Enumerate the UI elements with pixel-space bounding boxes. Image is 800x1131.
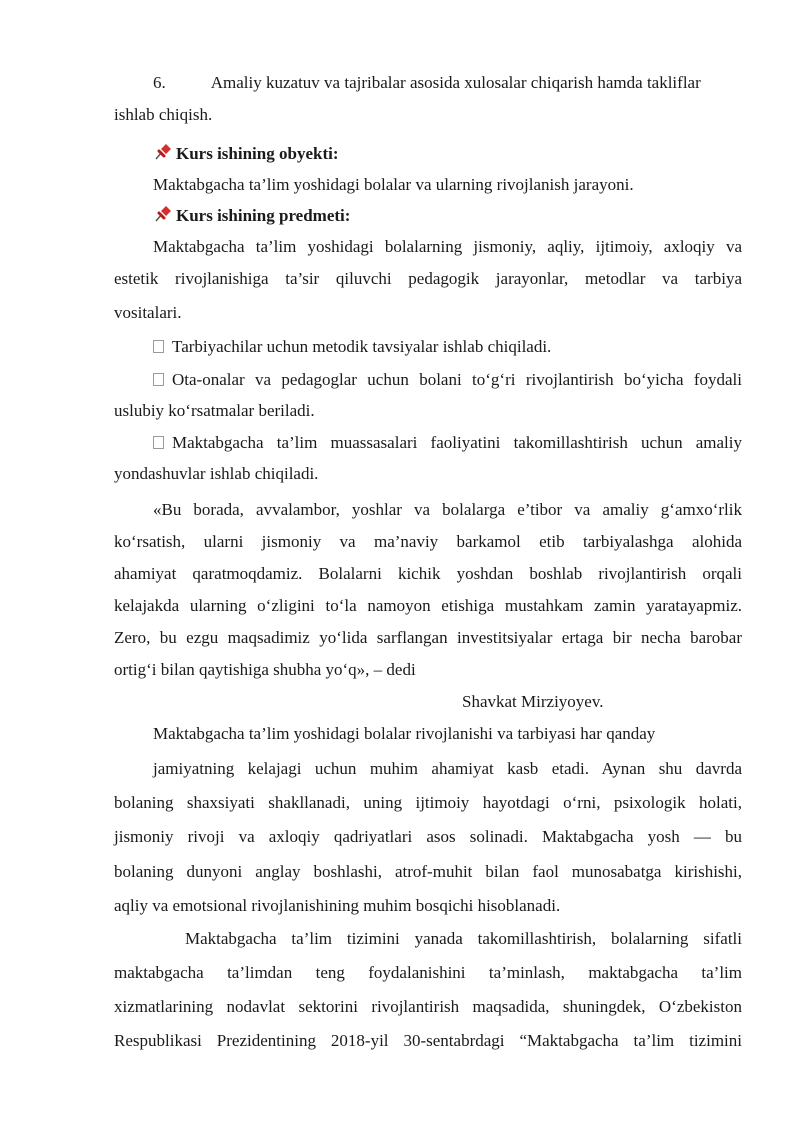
predmet-line-2: estetik rivojlanishiga ta’sir qiluvchi pedagogik jarayonlar, metodlar va tarbiya: [114, 269, 742, 288]
para1-line: jamiyatning kelajagi uchun muhim ahamiyat kasb etadi. Aynan shu davrda: [153, 759, 742, 778]
bullet-text: Maktabgacha ta’lim muassasalari faoliyatini takomillashtirish uchun amaliy: [172, 433, 742, 452]
quote-line: kelajakda ularning o‘zligini to‘la namoyon etishiga mustahkam zamin yaratayapmiz.: [114, 596, 742, 615]
list-number: 6.: [153, 73, 166, 92]
obyekt-heading-text: Kurs ishining obyekti:: [176, 144, 339, 163]
quote-line: ortig‘i bilan qaytishiga shubha yo‘q», – dedi: [114, 660, 416, 679]
empty-box-icon: [153, 340, 164, 353]
para2-line: maktabgacha ta’limdan teng foydalanishini ta’minlash, maktabgacha ta’lim: [114, 963, 742, 982]
bullet-item: [153, 432, 742, 454]
predmet-line-3: vositalari.: [114, 303, 182, 322]
bullet-text: Tarbiyachilar uchun metodik tavsiyalar ishlab chiqiladi.: [172, 337, 552, 356]
bullet-item: [153, 369, 742, 391]
list-item-6-continuation: ishlab chiqish.: [114, 105, 213, 124]
quote-author: Shavkat Mirziyoyev.: [462, 692, 604, 711]
quote-line: «Bu borada, avvalambor, yoshlar va bolalarga e’tibor va amaliy g‘amxo‘rlik: [153, 500, 742, 519]
obyekt-text: Maktabgacha ta’lim yoshidagi bolalar va ularning rivojlanish jarayoni.: [153, 175, 634, 194]
predmet-heading-text: Kurs ishining predmeti:: [176, 206, 351, 225]
quote-line: Zero, bu ezgu maqsadimiz yo‘lida sarflangan investitsiyalar ertaga bir necha barobar: [114, 628, 742, 647]
para1-line: bolaning shaxsiyati shakllanadi, uning ijtimoiy hayotdagi o‘rni, psixologik holati,: [114, 793, 742, 812]
list-text: Amaliy kuzatuv va tajribalar asosida xulosalar chiqarish hamda takliflar: [210, 73, 701, 92]
para2-line: xizmatlarining nodavlat sektorini rivojlantirish maqsadida, shuningdek, O‘zbekiston: [114, 997, 742, 1016]
predmet-heading: [153, 205, 350, 227]
para1-line: Maktabgacha ta’lim yoshidagi bolalar rivojlanishi va tarbiyasi har qanday: [153, 724, 656, 743]
obyekt-heading: [153, 143, 339, 165]
predmet-line-1: Maktabgacha ta’lim yoshidagi bolalarning jismoniy, aqliy, ijtimoiy, axloqiy va: [153, 237, 742, 256]
bullet-continuation: yondashuvlar ishlab chiqiladi.: [114, 464, 319, 483]
para1-line: aqliy va emotsional rivojlanishining muhim bosqichi hisoblanadi.: [114, 896, 561, 915]
bullet-item: [153, 336, 551, 358]
para1-line: jismoniy rivoji va axloqiy qadriyatlari asos solinadi. Maktabgacha yosh — bu: [114, 827, 742, 846]
bullet-text: Ota-onalar va pedagoglar uchun bolani to‘g‘ri rivojlantirish bo‘yicha foydali: [172, 370, 742, 389]
para2-line: Maktabgacha ta’lim tizimini yanada takomillashtirish, bolalarning sifatli: [185, 929, 742, 948]
empty-box-icon: [153, 373, 164, 386]
quote-line: ahamiyat qaratmoqdamiz. Bolalarni kichik yoshdan boshlab rivojlantirish orqali: [114, 564, 742, 583]
pushpin-icon: [153, 205, 173, 223]
para1-line: bolaning dunyoni anglay boshlashi, atrof-muhit bilan faol munosabatga kirishishi,: [114, 862, 742, 881]
empty-box-icon: [153, 436, 164, 449]
list-item-6: [153, 72, 701, 94]
para2-line: Respublikasi Prezidentining 2018-yil 30-sentabrdagi “Maktabgacha ta’lim tizimini: [114, 1031, 742, 1050]
bullet-continuation: uslubiy ko‘rsatmalar beriladi.: [114, 401, 315, 420]
pushpin-icon: [153, 143, 173, 161]
quote-line: ko‘rsatish, ularni jismoniy va ma’naviy barkamol etib tarbiyalashga alohida: [114, 532, 742, 551]
